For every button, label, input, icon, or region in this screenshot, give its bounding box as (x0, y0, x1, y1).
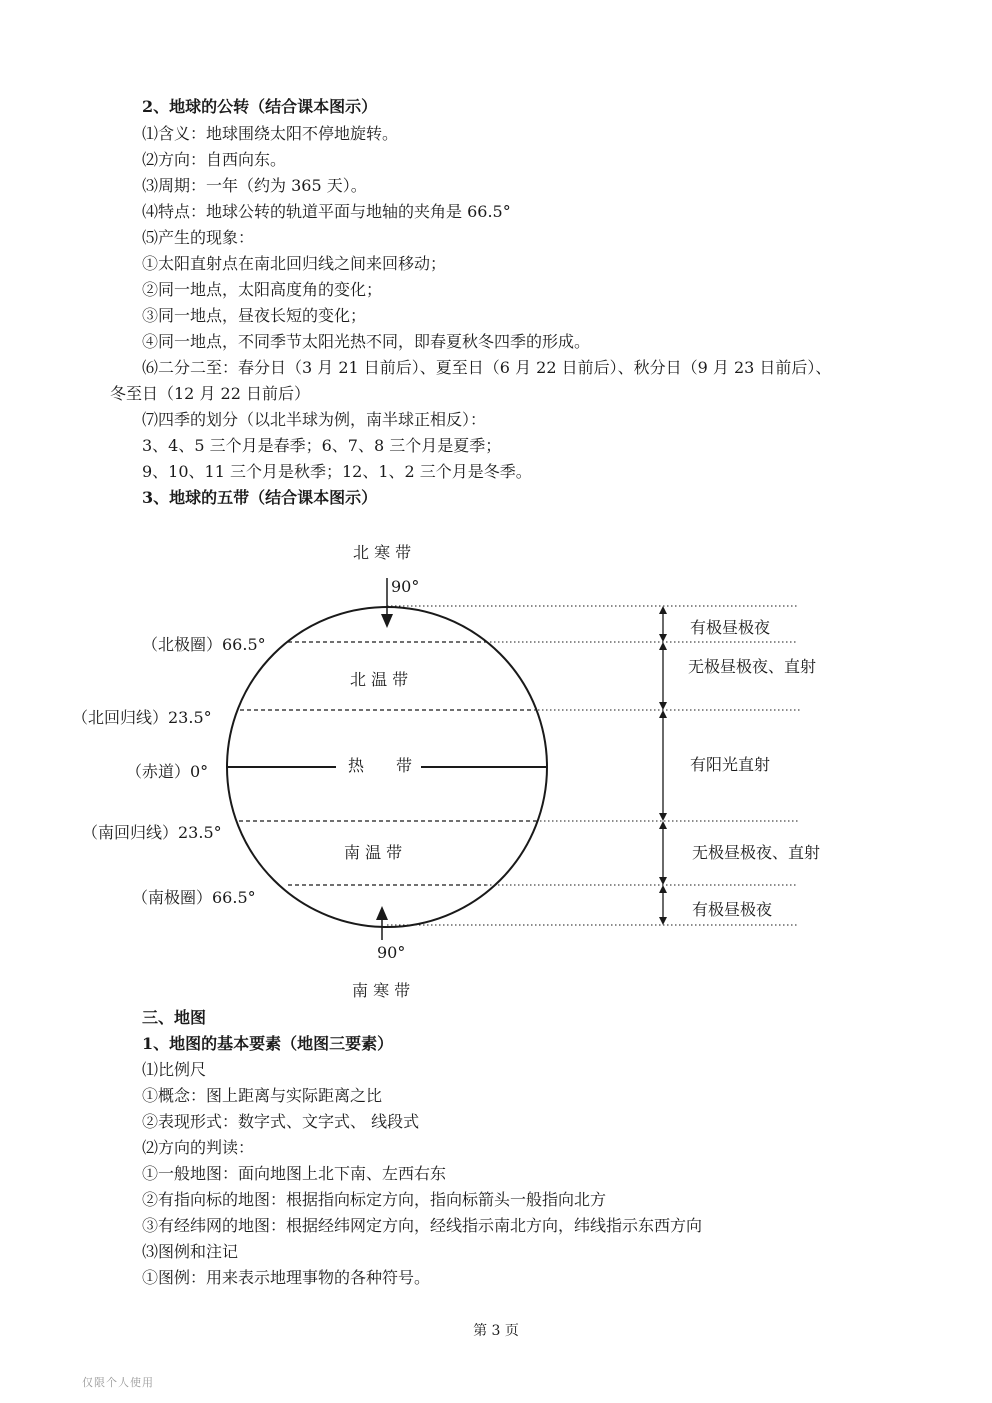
orbit-line-feature: ⑷特点：地球公转的轨道平面与地轴的夹角是 66.5° (142, 202, 511, 221)
watermark: 仅限个人使用 (82, 1376, 154, 1389)
label-north-frigid: 北 寒 带 (353, 543, 412, 562)
label-right-direct-sun: 有阳光直射 (690, 755, 771, 774)
orbit-line-meaning: ⑴含义：地球围绕太阳不停地旋转。 (142, 124, 399, 143)
label-south-90: 90° (377, 943, 406, 962)
five-zones-diagram (0, 530, 992, 1010)
label-arctic-circle: （北极圈）66.5° (142, 635, 266, 654)
label-right-no-polar-south: 无极昼极夜、直射 (692, 843, 821, 862)
section-title-zones: 3、地球的五带（结合课本图示） (142, 488, 378, 507)
orbit-line-phenomenon-2: ②同一地点，太阳高度角的变化； (142, 280, 383, 299)
orbit-line-solstices-cont: 冬至日（12 月 22 日前后） (110, 384, 310, 403)
section-title-map-elements: 1、地图的基本要素（地图三要素） (142, 1034, 394, 1053)
range-arrow-5 (659, 885, 667, 925)
orbit-line-phenomenon-4: ④同一地点，不同季节太阳光热不同，即春夏秋冬四季的形成。 (142, 332, 591, 351)
range-arrow-2 (659, 642, 667, 710)
map-line-legend-1: ①图例：用来表示地理事物的各种符号。 (142, 1268, 431, 1287)
label-south-temperate: 南 温 带 (344, 843, 403, 862)
label-north-90: 90° (391, 577, 420, 596)
orbit-line-phenomenon-1: ①太阳直射点在南北回归线之间来回移动； (142, 254, 447, 273)
orbit-line-seasons-1: 3、4、5 三个月是春季；6、7、8 三个月是夏季； (142, 436, 502, 455)
map-line-scale: ⑴比例尺 (142, 1060, 207, 1079)
label-antarctic-circle: （南极圈）66.5° (132, 888, 256, 907)
orbit-line-direction: ⑵方向：自西向东。 (142, 150, 287, 169)
map-line-scale-forms: ②表现形式：数字式、文字式、 线段式 (142, 1112, 420, 1131)
label-right-no-polar-north: 无极昼极夜、直射 (688, 657, 817, 676)
map-line-legend: ⑶图例和注记 (142, 1242, 239, 1261)
label-north-temperate: 北 温 带 (350, 670, 409, 689)
section-title-orbit: 2、地球的公转（结合课本图示） (142, 97, 378, 116)
map-line-direction-2: ②有指向标的地图：根据指向标定方向，指向标箭头一般指向北方 (142, 1190, 607, 1209)
orbit-line-phenomenon-3: ③同一地点，昼夜长短的变化； (142, 306, 367, 325)
label-right-polar-north: 有极昼极夜 (690, 618, 771, 637)
map-line-direction-3: ③有经纬网的地图：根据经纬网定方向，经线指示南北方向，纬线指示东西方向 (142, 1216, 703, 1235)
label-tropical: 热 带 (348, 756, 413, 775)
label-equator: （赤道）0° (126, 762, 209, 781)
orbit-line-period: ⑶周期：一年（约为 365 天）。 (142, 176, 367, 195)
south-arrow-head (376, 906, 388, 920)
range-arrow-4 (659, 821, 667, 885)
orbit-line-seasons-2: 9、10、11 三个月是秋季；12、1、2 三个月是冬季。 (142, 462, 532, 481)
map-line-direction: ⑵方向的判读： (142, 1138, 255, 1157)
label-south-frigid: 南 寒 带 (352, 981, 411, 1000)
orbit-line-solstices: ⑹二分二至：春分日（3 月 21 日前后）、夏至日（6 月 22 日前后）、秋分日（9 月 23 日前后）、 (142, 358, 832, 377)
range-arrow-1 (659, 606, 667, 642)
map-line-scale-concept: ①概念：图上距离与实际距离之比 (142, 1086, 383, 1105)
orbit-line-phenomena: ⑸产生的现象： (142, 228, 255, 247)
page-number: 第 3 页 (473, 1323, 519, 1339)
label-right-polar-south: 有极昼极夜 (692, 900, 773, 919)
orbit-line-seasons: ⑺四季的划分（以北半球为例，南半球正相反）： (142, 410, 487, 429)
range-arrow-3 (659, 710, 667, 821)
section-heading-map: 三、地图 (142, 1008, 207, 1027)
map-line-direction-1: ①一般地图：面向地图上北下南、左西右东 (142, 1164, 447, 1183)
north-arrow-head (381, 614, 393, 628)
label-tropic-capricorn: （南回归线）23.5° (82, 823, 222, 842)
label-tropic-cancer: （北回归线）23.5° (72, 708, 212, 727)
